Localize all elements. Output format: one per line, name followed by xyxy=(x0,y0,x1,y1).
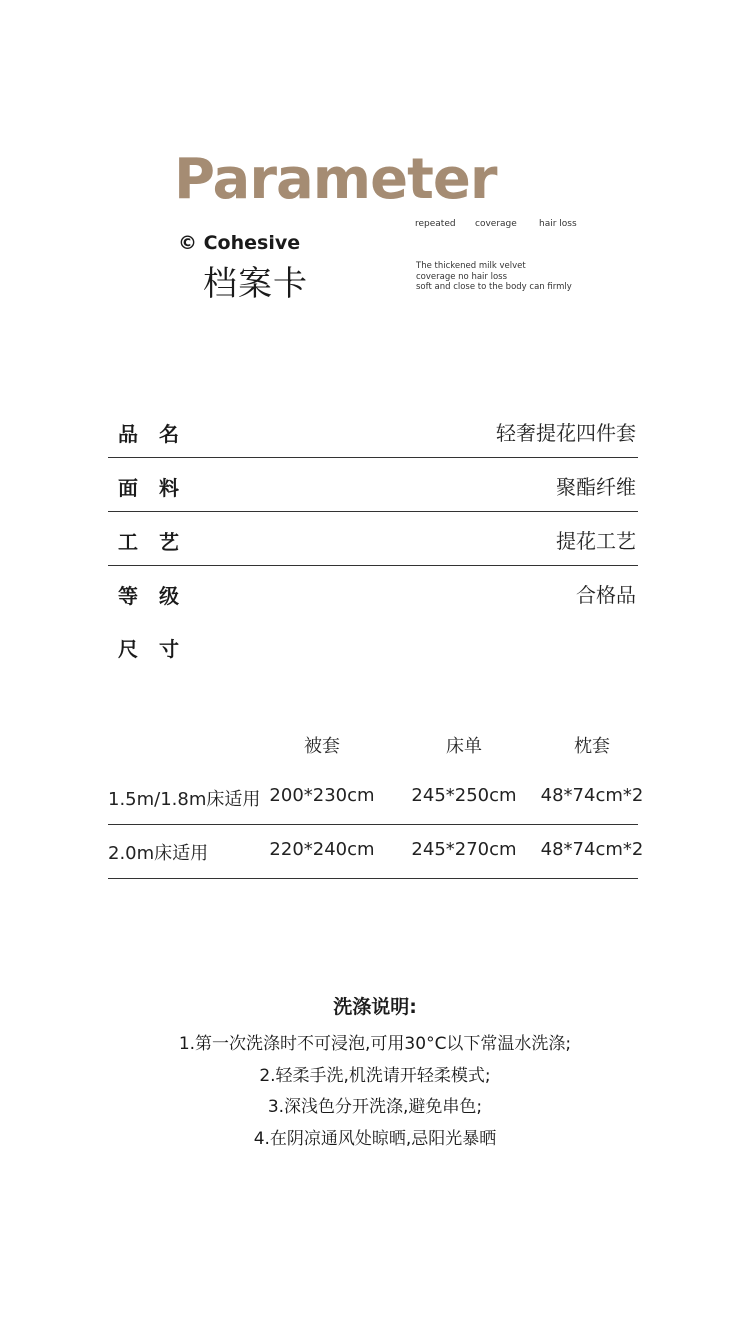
table-row xyxy=(108,771,644,825)
description-line: soft and close to the body can firmly xyxy=(416,282,572,292)
param-row-craft xyxy=(108,512,638,566)
sheet-size-cell: 245*270cm xyxy=(411,839,517,860)
tag-hair-loss: hair loss xyxy=(539,219,577,229)
care-line: 4.在阴凉通风处晾晒,忌阳光暴晒 xyxy=(253,1128,497,1149)
param-value: 提花工艺 xyxy=(556,529,636,553)
param-label: 工艺 xyxy=(118,530,200,554)
param-value: 聚酯纤维 xyxy=(556,475,636,499)
param-value: 合格品 xyxy=(576,583,636,607)
column-header-duvet: 被套 xyxy=(304,736,340,757)
care-title: 洗涤说明: xyxy=(333,996,417,1018)
sheet-size-cell: 245*250cm xyxy=(411,785,517,806)
tag-repeated: repeated xyxy=(415,219,456,229)
param-label: 品名 xyxy=(118,422,200,446)
size-table xyxy=(108,718,644,879)
pillowcase-size-cell: 48*74cm*2 xyxy=(540,839,644,860)
product-description xyxy=(416,261,572,293)
care-line: 2.轻柔手洗,机洗请开轻柔模式; xyxy=(259,1065,491,1086)
duvet-size-cell: 200*230cm xyxy=(269,785,375,806)
param-value: 轻奢提花四件套 xyxy=(496,421,636,445)
param-row-size xyxy=(108,619,638,672)
param-label: 等级 xyxy=(118,584,200,608)
column-header-pillowcase: 枕套 xyxy=(574,736,610,757)
param-label: 面料 xyxy=(118,476,200,500)
param-label: 尺寸 xyxy=(118,637,200,661)
care-line: 1.第一次洗涤时不可浸泡,可用30°C以下常温水洗涤; xyxy=(178,1034,572,1054)
column-header-sheet: 床单 xyxy=(446,736,482,757)
care-line: 3.深浅色分开洗涤,避免串色; xyxy=(267,1097,483,1117)
param-row-name xyxy=(108,404,638,458)
bed-size-cell: 2.0m床适用 xyxy=(108,843,209,864)
page-title: Parameter xyxy=(174,147,497,212)
tag-coverage: coverage xyxy=(475,219,517,229)
parameter-list xyxy=(108,404,638,672)
care-instructions xyxy=(0,992,750,1155)
table-row xyxy=(108,825,644,879)
brand-subtitle: 档案卡 xyxy=(203,264,308,304)
pillowcase-size-cell: 48*74cm*2 xyxy=(540,785,644,806)
duvet-size-cell: 220*240cm xyxy=(269,839,375,860)
brand-name: © Cohesive xyxy=(178,232,301,254)
bed-size-cell: 1.5m/1.8m床适用 xyxy=(108,789,261,810)
param-row-fabric xyxy=(108,458,638,512)
description-line: coverage no hair loss xyxy=(416,271,508,282)
size-table-header xyxy=(108,718,638,771)
param-row-grade xyxy=(108,566,638,619)
description-line: The thickened milk velvet xyxy=(416,261,526,271)
